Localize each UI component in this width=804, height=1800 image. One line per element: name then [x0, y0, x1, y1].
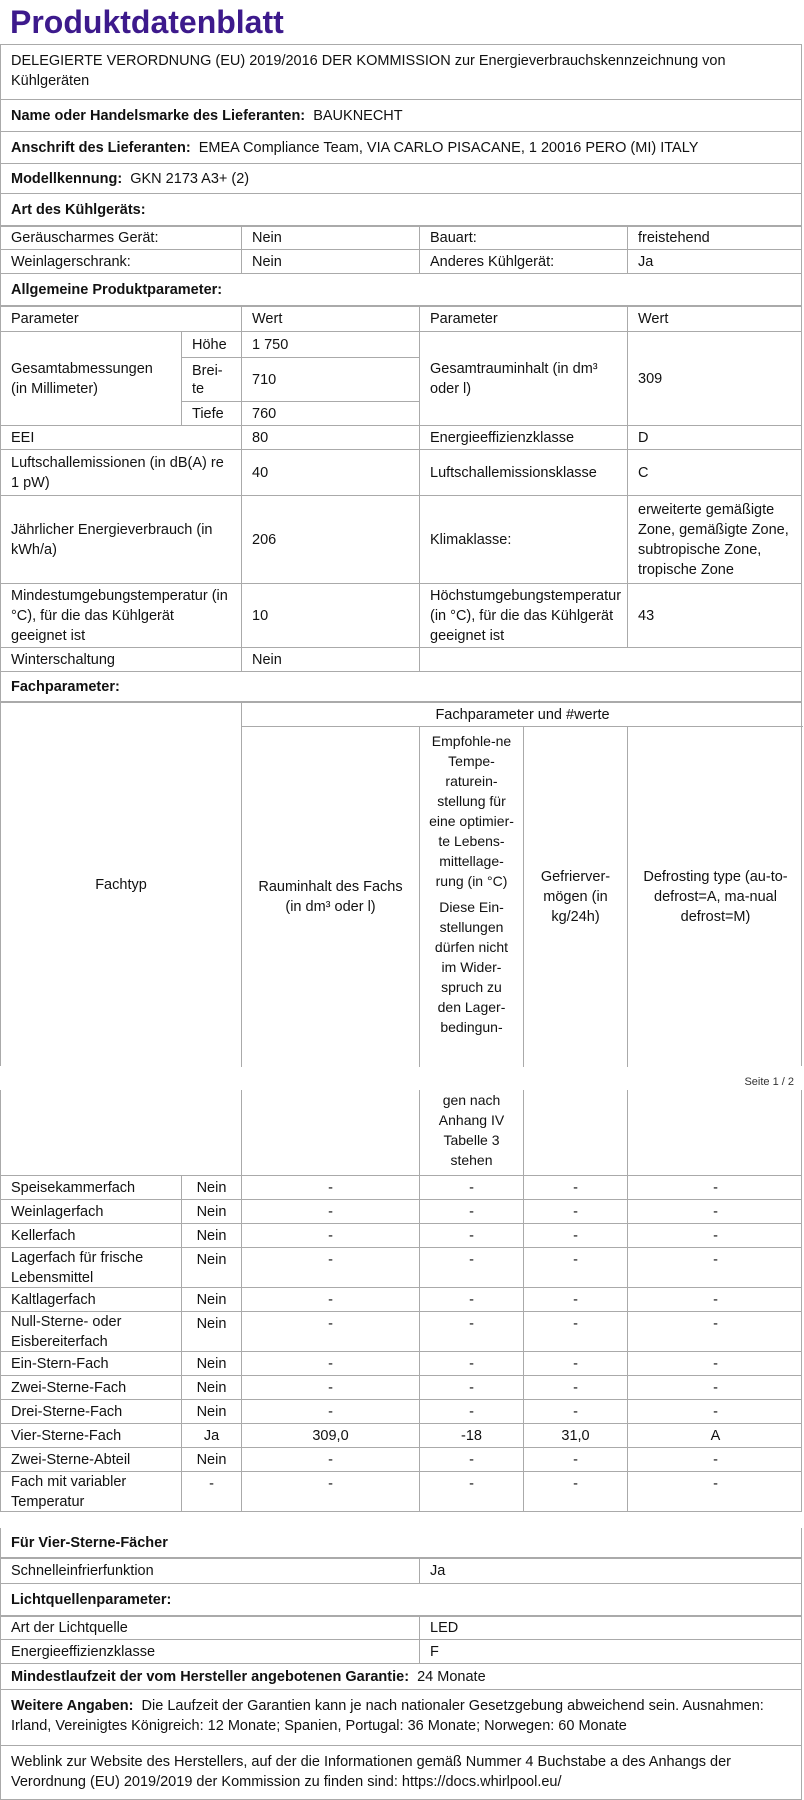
page-title: Produktdatenblatt: [10, 4, 284, 40]
fach-value-cell: -: [419, 1400, 523, 1423]
fachtyp-header: Fachtyp: [95, 877, 147, 893]
fach-group-header: Fachparameter und #werte: [241, 703, 803, 727]
fach-row: [0, 1248, 802, 1288]
dimension-value: 1 750: [241, 332, 419, 358]
further-label: Weitere Angaben:: [11, 1698, 134, 1714]
type-cell: Weinlagerschrank:: [11, 253, 131, 270]
fach-value-cell: -: [523, 1472, 627, 1511]
general-cell: EEI: [11, 429, 35, 446]
type-row: [0, 226, 802, 250]
general-cell: Klimaklasse:: [419, 496, 627, 583]
fach-row: [0, 1424, 802, 1448]
fach-heading-row: [0, 672, 802, 702]
address-value: EMEA Compliance Team, VIA CARLO PISACANE, 1 20016 PERO (MI) ITALY: [198, 139, 699, 156]
fach-value-cell: 31,0: [523, 1424, 627, 1447]
general-heading-row: [0, 274, 802, 306]
fach-value-cell: -: [419, 1376, 523, 1399]
fach-value-cell: Nein: [181, 1200, 241, 1223]
fach-value-cell: -: [241, 1224, 419, 1247]
quick-freeze-value: Ja: [419, 1559, 801, 1583]
general-cell: 80: [241, 426, 419, 449]
general-row: [0, 450, 802, 496]
dimension-value: 710: [241, 358, 419, 402]
type-cell: freistehend: [627, 227, 801, 249]
fach-value-cell: A: [627, 1424, 803, 1447]
general-cell: 43: [627, 584, 801, 647]
further-value: Die Laufzeit der Garantien kann je nach nationaler Gesetzgebung abweichend sein. Ausnahmen: Irland, Vereinigtes Königreich: 12 Monate; Spanien, Portugal: 36 Monate; Norwegen: 60 Monate: [11, 1698, 764, 1734]
general-cell: erweiterte gemäßigte Zone, gemäßigte Zone, subtropische Zone, tropische Zone: [627, 496, 801, 583]
four-star-heading-row: [0, 1528, 802, 1558]
page-number: Seite 1 / 2: [744, 1076, 794, 1088]
type-cell: Ja: [627, 250, 801, 273]
fach-row: [0, 1472, 802, 1512]
general-cell: Luftschallemissionsklasse: [419, 450, 627, 495]
general-header-row: [0, 306, 802, 332]
warranty-row: [0, 1664, 802, 1690]
general-row: [0, 496, 802, 584]
fach-row: [0, 1312, 802, 1352]
type-cell: Nein: [241, 227, 419, 249]
volume-label: Gesamtrauminhalt (in dm³ oder l): [419, 332, 627, 425]
dimension-value: 760: [241, 402, 419, 426]
fach-value-cell: 309,0: [241, 1424, 419, 1447]
fach-value-cell: -: [419, 1200, 523, 1223]
weblink-text: Weblink zur Website des Herstellers, auf der die Informationen gemäß Nummer 4 Buchstabe a des Anhangs der Verordnung (EU) 2019/2019 der Kommission zu finden sind: https://docs.whirlpool.eu/: [11, 1754, 731, 1790]
type-cell: Anderes Kühlgerät:: [419, 250, 627, 273]
fach-value-cell: -: [241, 1400, 419, 1423]
fach-value-cell: -: [523, 1352, 627, 1375]
general-header-cell: Wert: [241, 307, 419, 331]
regulation-row: [0, 44, 802, 100]
fach-value-cell: -: [523, 1176, 627, 1199]
fach-type-cell: Weinlagerfach: [11, 1203, 104, 1220]
fach-value-cell: -: [419, 1176, 523, 1199]
fach-value-cell: -: [627, 1224, 803, 1247]
fach-value-cell: -: [627, 1352, 803, 1375]
fach-value-cell: -: [627, 1200, 803, 1223]
fach-heading: Fachparameter:: [11, 678, 120, 695]
fach-type-cell: Fach mit variabler Temperatur: [11, 1473, 127, 1510]
fach-type-cell: Lagerfach für frische Lebensmittel: [11, 1249, 144, 1286]
fach-value-cell: -: [241, 1248, 419, 1287]
quick-freeze-row: [0, 1558, 802, 1584]
general-cell: 10: [241, 584, 419, 647]
fach-type-cell: Kellerfach: [11, 1227, 76, 1244]
fach-value-cell: -: [523, 1376, 627, 1399]
volume-value: 309: [627, 332, 801, 425]
fach-value-cell: Nein: [181, 1448, 241, 1471]
general-cell: Luftschallemissionen (in dB(A) re 1 pW): [11, 454, 224, 491]
temperature-header-bottom: gen nach Anhang IV Tabelle 3 stehen: [419, 1090, 523, 1176]
fach-row: [0, 1352, 802, 1376]
fach-value-cell: -: [241, 1176, 419, 1199]
fach-value-cell: Nein: [181, 1376, 241, 1399]
general-row: [0, 648, 802, 672]
four-star-heading: Für Vier-Sterne-Fächer: [11, 1534, 168, 1551]
supplier-label: Name oder Handelsmarke des Lieferanten:: [11, 107, 306, 124]
general-cell: D: [627, 426, 801, 449]
general-cell: [419, 648, 801, 671]
fach-row: [0, 1400, 802, 1424]
fach-value-cell: -: [241, 1448, 419, 1471]
quick-freeze-label: Schnelleinfrierfunktion: [11, 1563, 154, 1579]
fach-header: [0, 702, 802, 1066]
light-cell: Art der Lichtquelle: [11, 1620, 128, 1636]
general-cell: 206: [241, 496, 419, 583]
fach-row: [0, 1376, 802, 1400]
fach-value-cell: -: [419, 1248, 523, 1287]
fach-type-cell: Vier-Sterne-Fach: [11, 1427, 122, 1444]
fach-value-cell: -: [241, 1200, 419, 1223]
fach-value-cell: -: [627, 1248, 803, 1287]
model-value: GKN 2173 A3+ (2): [130, 170, 250, 187]
dimension-name: Brei-te: [181, 358, 241, 402]
fach-value-cell: -: [419, 1472, 523, 1511]
general-cell: C: [627, 450, 801, 495]
dimensions-label: Gesamtabmessungen (in Millimeter): [11, 360, 153, 397]
type-cell: Geräuscharmes Gerät:: [11, 230, 159, 246]
general-cell: Winterschaltung: [11, 651, 115, 668]
fach-value-cell: -: [419, 1288, 523, 1311]
general-heading: Allgemeine Produktparameter:: [11, 281, 223, 298]
light-row: [0, 1616, 802, 1640]
fach-value-cell: -: [627, 1376, 803, 1399]
fach-value-cell: -: [419, 1312, 523, 1351]
general-cell: 40: [241, 450, 419, 495]
fach-value-cell: -: [523, 1312, 627, 1351]
general-cell: Energieeffizienzklasse: [419, 426, 627, 449]
fach-value-cell: Nein: [181, 1288, 241, 1311]
fach-value-cell: -: [523, 1200, 627, 1223]
fach-value-cell: Nein: [181, 1224, 241, 1247]
freeze-header: Gefrierver-mögen (in kg/24h): [523, 727, 627, 1067]
fach-value-cell: -: [241, 1312, 419, 1351]
fach-row: [0, 1176, 802, 1200]
general-header-cell: Wert: [627, 307, 801, 331]
dimension-name: Tiefe: [181, 402, 241, 426]
fach-row: [0, 1224, 802, 1248]
temperature-header-top: Empfohle-ne Tempe-raturein-stellung für eine optimier-te Lebens-mittellage-rung (in °C): [429, 733, 514, 889]
fach-value-cell: -: [627, 1312, 803, 1351]
fach-value-cell: -: [523, 1288, 627, 1311]
fach-value-cell: Ja: [181, 1424, 241, 1447]
warranty-value: 24 Monate: [417, 1668, 486, 1685]
general-row: [0, 584, 802, 648]
fach-value-cell: -: [523, 1224, 627, 1247]
dimension-name: Höhe: [181, 332, 241, 358]
fach-value-cell: -: [241, 1376, 419, 1399]
light-cell: LED: [419, 1617, 801, 1639]
type-heading: Art des Kühlgeräts:: [11, 201, 146, 218]
general-cell: Höchstumgebungstemperatur (in °C), für die das Kühlgerät geeignet ist: [419, 584, 627, 647]
fach-type-cell: Ein-Stern-Fach: [11, 1355, 109, 1372]
fach-value-cell: -: [523, 1400, 627, 1423]
fach-value-cell: -: [419, 1224, 523, 1247]
fach-value-cell: Nein: [181, 1248, 241, 1287]
fach-type-cell: Zwei-Sterne-Abteil: [11, 1451, 131, 1468]
fach-header-continued: [0, 1090, 802, 1176]
fach-value-cell: -: [523, 1448, 627, 1471]
fach-value-cell: -: [181, 1472, 241, 1511]
fach-value-cell: -: [241, 1472, 419, 1511]
dimensions-block: [0, 332, 802, 426]
type-cell: Bauart:: [419, 227, 627, 249]
fach-type-cell: Drei-Sterne-Fach: [11, 1403, 123, 1420]
volume-header: Rauminhalt des Fachs (in dm³ oder l): [241, 727, 419, 1067]
fach-value-cell: Nein: [181, 1312, 241, 1351]
general-header-cell: Parameter: [11, 311, 79, 327]
light-heading: Lichtquellenparameter:: [11, 1591, 172, 1608]
fach-value-cell: -: [627, 1472, 803, 1511]
model-label: Modellkennung:: [11, 170, 123, 187]
fach-row: [0, 1288, 802, 1312]
model-row: [0, 164, 802, 194]
fach-type-cell: Speisekammerfach: [11, 1179, 136, 1196]
fach-type-cell: Null-Sterne- oder Eisbereiterfach: [11, 1313, 122, 1350]
type-cell: Nein: [241, 250, 419, 273]
fach-value-cell: -: [627, 1400, 803, 1423]
weblink-row: [0, 1746, 802, 1800]
fach-value-cell: Nein: [181, 1400, 241, 1423]
fach-value-cell: -: [419, 1352, 523, 1375]
further-row: [0, 1690, 802, 1746]
general-cell: Nein: [241, 648, 419, 671]
supplier-value: BAUKNECHT: [313, 107, 403, 124]
light-heading-row: [0, 1584, 802, 1616]
fach-value-cell: -: [241, 1288, 419, 1311]
type-heading-row: [0, 194, 802, 226]
fach-value-cell: Nein: [181, 1352, 241, 1375]
type-row: [0, 250, 802, 274]
fach-value-cell: -: [523, 1248, 627, 1287]
fach-type-cell: Kaltlagerfach: [11, 1291, 96, 1308]
temperature-header-mid: Diese Ein-stellungen dürfen nicht im Wider-spruch zu den Lager-bedingun-: [434, 899, 509, 1035]
light-cell: F: [419, 1640, 801, 1663]
general-cell: Jährlicher Energieverbrauch (in kWh/a): [11, 521, 213, 558]
supplier-row: [0, 100, 802, 132]
fach-row: [0, 1200, 802, 1224]
general-row: [0, 426, 802, 450]
address-row: [0, 132, 802, 164]
warranty-label: Mindestlaufzeit der vom Hersteller angebotenen Garantie:: [11, 1668, 410, 1685]
fach-value-cell: -: [241, 1352, 419, 1375]
fach-value-cell: -: [627, 1288, 803, 1311]
general-cell: Mindestumgebungstemperatur (in °C), für die das Kühlgerät geeignet ist: [11, 587, 228, 644]
fach-type-cell: Zwei-Sterne-Fach: [11, 1379, 127, 1396]
temperature-header: [419, 727, 523, 1067]
regulation-text: DELEGIERTE VERORDNUNG (EU) 2019/2016 DER KOMMISSION zur Energieverbrauchskennzeichnung von Kühlgeräten: [11, 53, 726, 89]
defrost-header: Defrosting type (au-to-defrost=A, ma-nual defrost=M): [627, 727, 803, 1067]
fach-row: [0, 1448, 802, 1472]
fach-value-cell: Nein: [181, 1176, 241, 1199]
address-label: Anschrift des Lieferanten:: [11, 139, 191, 156]
fach-value-cell: -: [419, 1448, 523, 1471]
general-header-cell: Parameter: [419, 307, 627, 331]
light-cell: Energieeffizienzklasse: [11, 1643, 156, 1660]
fach-value-cell: -18: [419, 1424, 523, 1447]
light-row: [0, 1640, 802, 1664]
fach-value-cell: -: [627, 1448, 803, 1471]
fach-value-cell: -: [627, 1176, 803, 1199]
